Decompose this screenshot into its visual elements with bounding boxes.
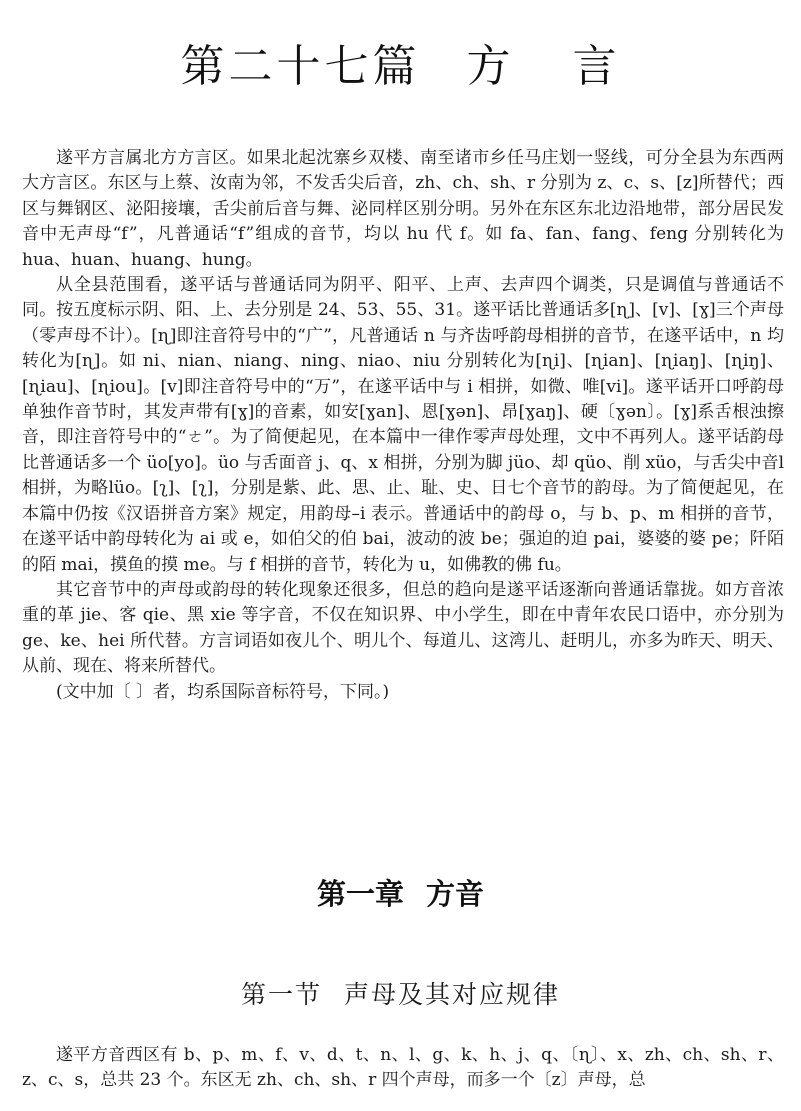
section-paragraph-1: 遂平方音西区有 b、p、m、f、v、d、t、n、l、g、k、h、j、q、〔ɳ〕、x、zh、ch、sh、r、z、c、s，总共 23 个。东区无 zh、ch、sh、r 四个声母，而多一个〔z〕声母，总 [22,1045,784,1091]
part-title-prefix: 第二十七篇 [180,41,421,92]
section-title-name: 声母及其对应规律 [344,980,561,1009]
intro-paragraph-4: (文中加〔 〕者，均系国际音标符号，下同。) [56,681,390,702]
section-title [0,975,801,1011]
chapter-title [0,872,801,913]
part-title [0,30,801,94]
intro-paragraph-1: 遂平方言属北方方言区。如果北起沈寨乡双楼、南至诸市乡任马庄划一竖线，可分全县为东西两大方言区。东区与上蔡、汝南为邻，不发舌尖后音，zh、ch、sh、r 分别为 z、c、s、[z]所替代；西区与舞钢区、泌阳接壤，舌尖前后音与舞、泌同样区别分明。另外在东区东北边沿地带，部分居民发音中无声母“f”，凡普通话“f”组成的音节，均以 hu 代 f。如 fa、fan、fang、feng 分别转化为 hua、huan、huang、hung。 [22,148,784,270]
intro-paragraph-2: 从全县范围看，遂平话与普通话同为阴平、阳平、上声、去声四个调类，只是调值与普通话不同。按五度标示阴、阳、上、去分别是 24、53、55、31。遂平话比普通话多[ɳ]、[v]、[ɣ]三个声母（零声母不计）。[ɳ]即注音符号中的“广”，凡普通话 n 与齐齿呼韵母相拼的音节，在遂平话中，n 均转化为[ɳ]。如 ni、nian、niang、ning、niao、niu 分别转化为[ɳi]、[ɳian]、[ɳiaŋ]、[ɳiŋ]、[ɳiau]、[ɳiou]。[v]即注音符号中的“万”，在遂平话中与 i 相拼，如微、唯[vi]。遂平话开口呼韵母单独作音节时，其发声带有[ɣ]的音素，如安[ɣan]、恩[ɣən]、昂[ɣaŋ]、硬〔ɣən〕。[ɣ]系舌根浊擦音，即注音符号中的“ㄜ”。为了简便起见，在本篇中一律作零声母处理，文中不再列人。遂平话韵母比普通话多一个 üo[yo]。üo 与舌面音 j、q、x 相拼，分别为脚 jüo、却 qüo、削 xüo，与舌尖中音l相拼，为略lüo。[ʅ]、[ʅ]，分别是紫、此、思、止、耻、史、日七个音节的韵母。为了简便起见，在本篇中仍按《汉语拼音方案》规定，用韵母–i 表示。普通话中的韵母 o，与 b、p、m 相拼的音节，在遂平话中韵母转化为 ai 或 e，如伯父的伯 bai，波动的波 be；强迫的迫 pai，婆婆的婆 pe；阡陌的陌 mai，摸鱼的摸 me。与 f 相拼的音节，转化为 u，如佛教的佛 fu。 [22,275,784,575]
section-text [22,1043,784,1094]
part-title-word-1: 方 [466,41,515,92]
intro-paragraph-3: 其它音节中的声母或韵母的转化现象还很多，但总的趋向是遂平话逐渐向普通话靠拢。如方音浓重的革 jie、客 qie、黑 xie 等字音，不仅在知识界、中小学生，即在中青年农民口语中，亦分别为 ge、ke、hei 所代替。方言词语如夜儿个、明儿个、每道儿、这湾儿、赶明儿，亦多为昨天、明天、从前、现在、将来所替代。 [22,579,784,677]
intro-text [22,146,784,705]
part-title-word-2: 言 [572,41,621,92]
section-title-prefix: 第一节 [240,980,322,1009]
chapter-title-name: 方音 [426,877,485,911]
chapter-title-prefix: 第一章 [316,877,404,911]
